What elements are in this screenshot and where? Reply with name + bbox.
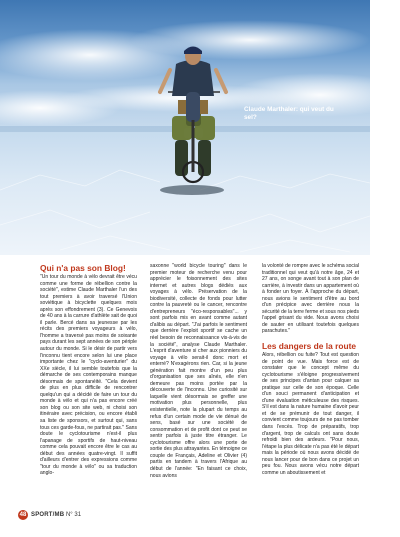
article-paragraph: "Un tour du monde à vélo devrait être vécu comme une forme de rébellion contre la société", estime Claude Marthaler l'un des tout premiers à avoir traversé l'Union soviétique à bicyclette quelques mois après son effondrement (3). Ce Genevois de 40 ans à la carrure d'athlète sait de quoi il parle. Bercé dans sa jeunesse par les récits des premiers voyageurs à vélo, l'homme a traversé pas moins de soixante pays durant les sept années de son périple autour du monde. Si le désir de partir vers l'inconnu tient encore selon lui une place importante chez le "cyclo-aventurier" du XXe siècle, il lui semble toutefois que la démarche de ses contemporains manque désormais de spontanéité. "Cela devient de plus en plus difficile de rencontrer quelqu'un qui a décidé de faire un tour du monde à vélo et qui n'a pas encore créé son blog ou son site web, ni choisi son itinéraire avec précision, ou encore établi sa liste de sponsors, et surtout qui, sans tous ces garde-fous, ne partirait pas." Sans doute le cyclotourisme n'est-il plus l'apanage de sportifs de haut-niveau comme cela pouvait encore être le cas au début des années quatre-vingt. Il suffit d'ailleurs d'entrer des expressions comme "tour du monde à vélo" ou sa traduction anglo- bbox=[40, 274, 137, 477]
article-paragraph: saxonne "world bicycle touring" dans le premier moteur de recherche venu pour apprécier le foisonnement des sites internet et autres blogs dédiés aux voyages à vélo. Préservation de la biodiversité, collecte de fonds pour lutter contre la pauvreté ou le cancer, rencontre d'entrepreneurs "éco-responsables"... y sont parfois mis en avant comme autant d'alibis au départ. "J'ai parfois le sentiment que derrière l'exploit sportif se cache un réel besoin de reconnaissance vis-à-vis de la société", analyse Claude Marthaler. L'esprit d'aventure si cher aux pionniers du voyage à vélo serait-il donc mort et enterré? N'exagérons rien. Car, si la jeune génération fait montre d'un peu plus d'organisation que ses aînés, elle n'en demeure pas moins portée par la découverte de l'inconnu. Une curiosité sur laquelle vient désormais se greffer une motivation plus personnelle, plus existentielle, note la plupart du temps au refus d'un certain mode de vie dénué de sens, basé sur une société de consommation et de profit dont ce peut se sentir parfois à juste titre étranger. Le cyclotourisme offre alors une porte de sortie des plus attrayantes. En témoigne ce couple de Français, Adeline et Olivier (4) partis en tandem à travers l'Afrique au début de l'année: "En faisant ce choix, nous avions bbox=[150, 263, 247, 479]
bike-shadow bbox=[160, 185, 224, 195]
cloud bbox=[130, 20, 370, 60]
article-paragraph: la volonté de rompre avec le schéma social traditionnel qui veut qu'à notre âge, 24 et 27 ans, on songe avant tout à son plan de carrière, à investir dans un appartement où à fonder un foyer. À l'approche du départ, nous avions le sentiment d'être au bord d'un précipice avec derrière nous la sécurité de la terre ferme et sous nos pieds l'appel grisant du vide. Nous avons choisi de sauter en utilisant toutefois quelques parachutes." bbox=[262, 263, 359, 335]
photo-caption: Claude Marthaler: qui veut du sel? bbox=[244, 106, 334, 121]
section-heading: Qui n'a pas son Blog! bbox=[40, 263, 126, 273]
issue-number: N° 31 bbox=[65, 512, 82, 518]
salt-flat-cyclist-photo bbox=[0, 0, 370, 255]
section-heading: Les dangers de la route bbox=[262, 341, 357, 352]
magazine-name: SPORT/MB bbox=[31, 512, 65, 518]
article-column-3 bbox=[262, 263, 359, 476]
hero-photo bbox=[0, 0, 370, 255]
magazine-footer bbox=[31, 510, 81, 520]
page-number: 48 bbox=[19, 512, 27, 518]
article-paragraph: Alors, rébellion ou fuite? Tout est question de point de vue. Mais force est de constater que le concept même du cyclotourisme s'éloigne progressivement de ses principes d'antan pour calquer sa pratique sur celle de son époque. Celle d'un souci permanent d'anticipation et d'une évaluation méticuleuse des risques. S'il est dans la nature humaine d'avoir peur et de se prémunir de tout danger, il convient comme toujours de ne pas tomber dans l'excès. Trop de préparatifs, trop d'argent, trop de calculs ont sans doute refroidi bien des ardeurs. "Pour nous, l'étape la plus délicate n'a pas été le départ mais la période où nous avons décidé de nous lancer pour de bon dans ce projet un peu fou. Nous avons vécu notre départ comme un aboutissement et bbox=[262, 352, 359, 476]
article-column-2 bbox=[150, 263, 247, 479]
article-column-1 bbox=[40, 263, 137, 477]
